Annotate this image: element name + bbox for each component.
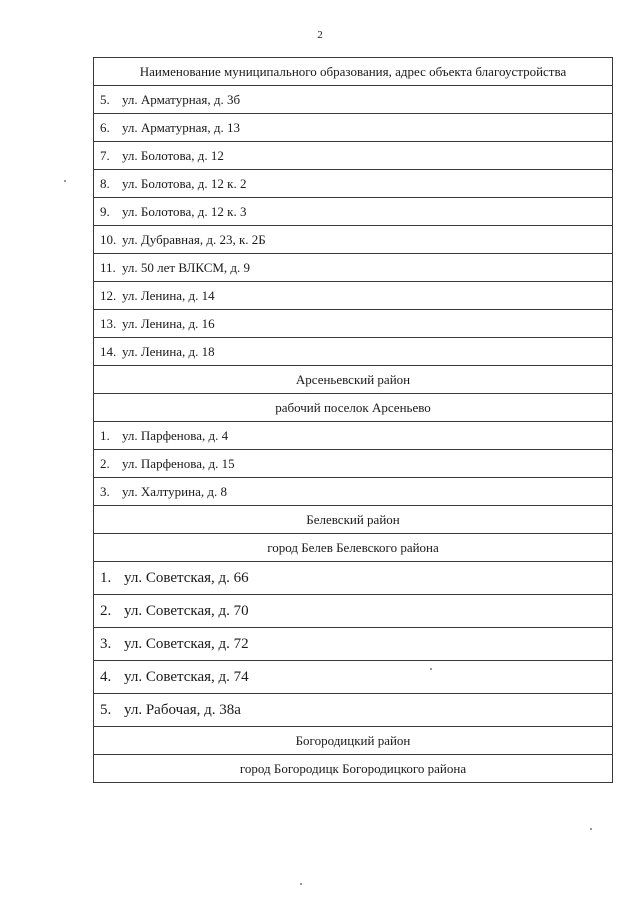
- item-number: 11.: [100, 259, 116, 275]
- address-cell: [94, 661, 613, 694]
- address-cell: [94, 310, 613, 338]
- section-heading-row: [94, 506, 613, 534]
- address-row: [94, 450, 613, 478]
- address-cell: [94, 254, 613, 282]
- address-cell: [94, 86, 613, 114]
- address-cell: [94, 694, 613, 727]
- item-address: ул. Парфенова, д. 15: [122, 455, 235, 471]
- address-row: [94, 86, 613, 114]
- address-cell: [94, 562, 613, 595]
- item-address: ул. Арматурная, д. 13: [122, 119, 241, 135]
- item-number: 6.: [100, 119, 110, 135]
- item-address: ул. Арматурная, д. 3б: [122, 91, 241, 107]
- address-row: [94, 338, 613, 366]
- address-cell: [94, 114, 613, 142]
- item-address: ул. Болотова, д. 12 к. 2: [122, 175, 247, 191]
- item-number: 2.: [100, 602, 112, 619]
- item-number: 1.: [100, 427, 110, 443]
- item-number: 14.: [100, 343, 117, 359]
- address-cell: [94, 628, 613, 661]
- section-heading-row: [94, 727, 613, 755]
- address-row: [94, 628, 613, 661]
- scan-speck: [430, 668, 432, 670]
- item-number: 1.: [100, 569, 112, 586]
- scan-speck: [590, 828, 592, 830]
- address-row: [94, 198, 613, 226]
- item-number: 3.: [100, 483, 110, 499]
- address-row: [94, 170, 613, 198]
- item-address: ул. Болотова, д. 12 к. 3: [122, 203, 247, 219]
- item-number: 7.: [100, 147, 110, 163]
- address-row: [94, 661, 613, 694]
- item-address: ул. 50 лет ВЛКСМ, д. 9: [122, 259, 251, 275]
- section-heading-row: [94, 755, 613, 783]
- item-number: 13.: [100, 315, 117, 331]
- item-number: 5.: [100, 91, 110, 107]
- address-cell: [94, 170, 613, 198]
- section-heading: Белевский район: [94, 506, 613, 534]
- address-row: [94, 254, 613, 282]
- item-number: 9.: [100, 203, 110, 219]
- item-number: 8.: [100, 175, 110, 191]
- table-header-cell: Наименование муниципального образования, адрес объекта благоустройства: [94, 58, 613, 86]
- item-number: 3.: [100, 635, 112, 652]
- address-row: [94, 478, 613, 506]
- item-address: ул. Халтурина, д. 8: [122, 483, 227, 499]
- address-cell: [94, 595, 613, 628]
- section-heading-row: [94, 534, 613, 562]
- address-row: [94, 114, 613, 142]
- item-number: 10.: [100, 231, 117, 247]
- address-cell: [94, 198, 613, 226]
- address-row: [94, 694, 613, 727]
- address-row: [94, 595, 613, 628]
- item-address: ул. Советская, д. 70: [124, 602, 249, 619]
- item-address: ул. Ленина, д. 14: [122, 287, 215, 303]
- address-cell: [94, 422, 613, 450]
- address-cell: [94, 478, 613, 506]
- table-header-row: [94, 58, 613, 86]
- section-heading: Арсеньевский район: [94, 366, 613, 394]
- address-table: [93, 57, 613, 783]
- item-number: 12.: [100, 287, 117, 303]
- item-number: 2.: [100, 455, 110, 471]
- section-heading-row: [94, 366, 613, 394]
- address-row: [94, 226, 613, 254]
- item-address: ул. Советская, д. 72: [124, 635, 249, 652]
- address-cell: [94, 450, 613, 478]
- item-address: ул. Дубравная, д. 23, к. 2Б: [122, 231, 266, 247]
- section-heading: город Богородицк Богородицкого района: [94, 755, 613, 783]
- address-cell: [94, 282, 613, 310]
- address-row: [94, 310, 613, 338]
- item-address: ул. Ленина, д. 16: [122, 315, 215, 331]
- section-heading: Богородицкий район: [94, 727, 613, 755]
- item-address: ул. Болотова, д. 12: [122, 147, 224, 163]
- section-heading-row: [94, 394, 613, 422]
- item-number: 4.: [100, 668, 112, 685]
- item-address: ул. Советская, д. 66: [124, 569, 249, 586]
- address-row: [94, 142, 613, 170]
- item-address: ул. Советская, д. 74: [124, 668, 249, 685]
- item-address: ул. Парфенова, д. 4: [122, 427, 229, 443]
- scan-speck: [300, 883, 302, 885]
- address-row: [94, 422, 613, 450]
- address-cell: [94, 142, 613, 170]
- item-number: 5.: [100, 701, 112, 718]
- address-row: [94, 282, 613, 310]
- address-cell: [94, 338, 613, 366]
- page-number: 2: [317, 29, 323, 41]
- address-cell: [94, 226, 613, 254]
- scan-speck: [64, 180, 66, 182]
- item-address: ул. Рабочая, д. 38а: [124, 701, 241, 718]
- section-heading: рабочий поселок Арсеньево: [94, 394, 613, 422]
- section-heading: город Белев Белевского района: [94, 534, 613, 562]
- address-row: [94, 562, 613, 595]
- item-address: ул. Ленина, д. 18: [122, 343, 215, 359]
